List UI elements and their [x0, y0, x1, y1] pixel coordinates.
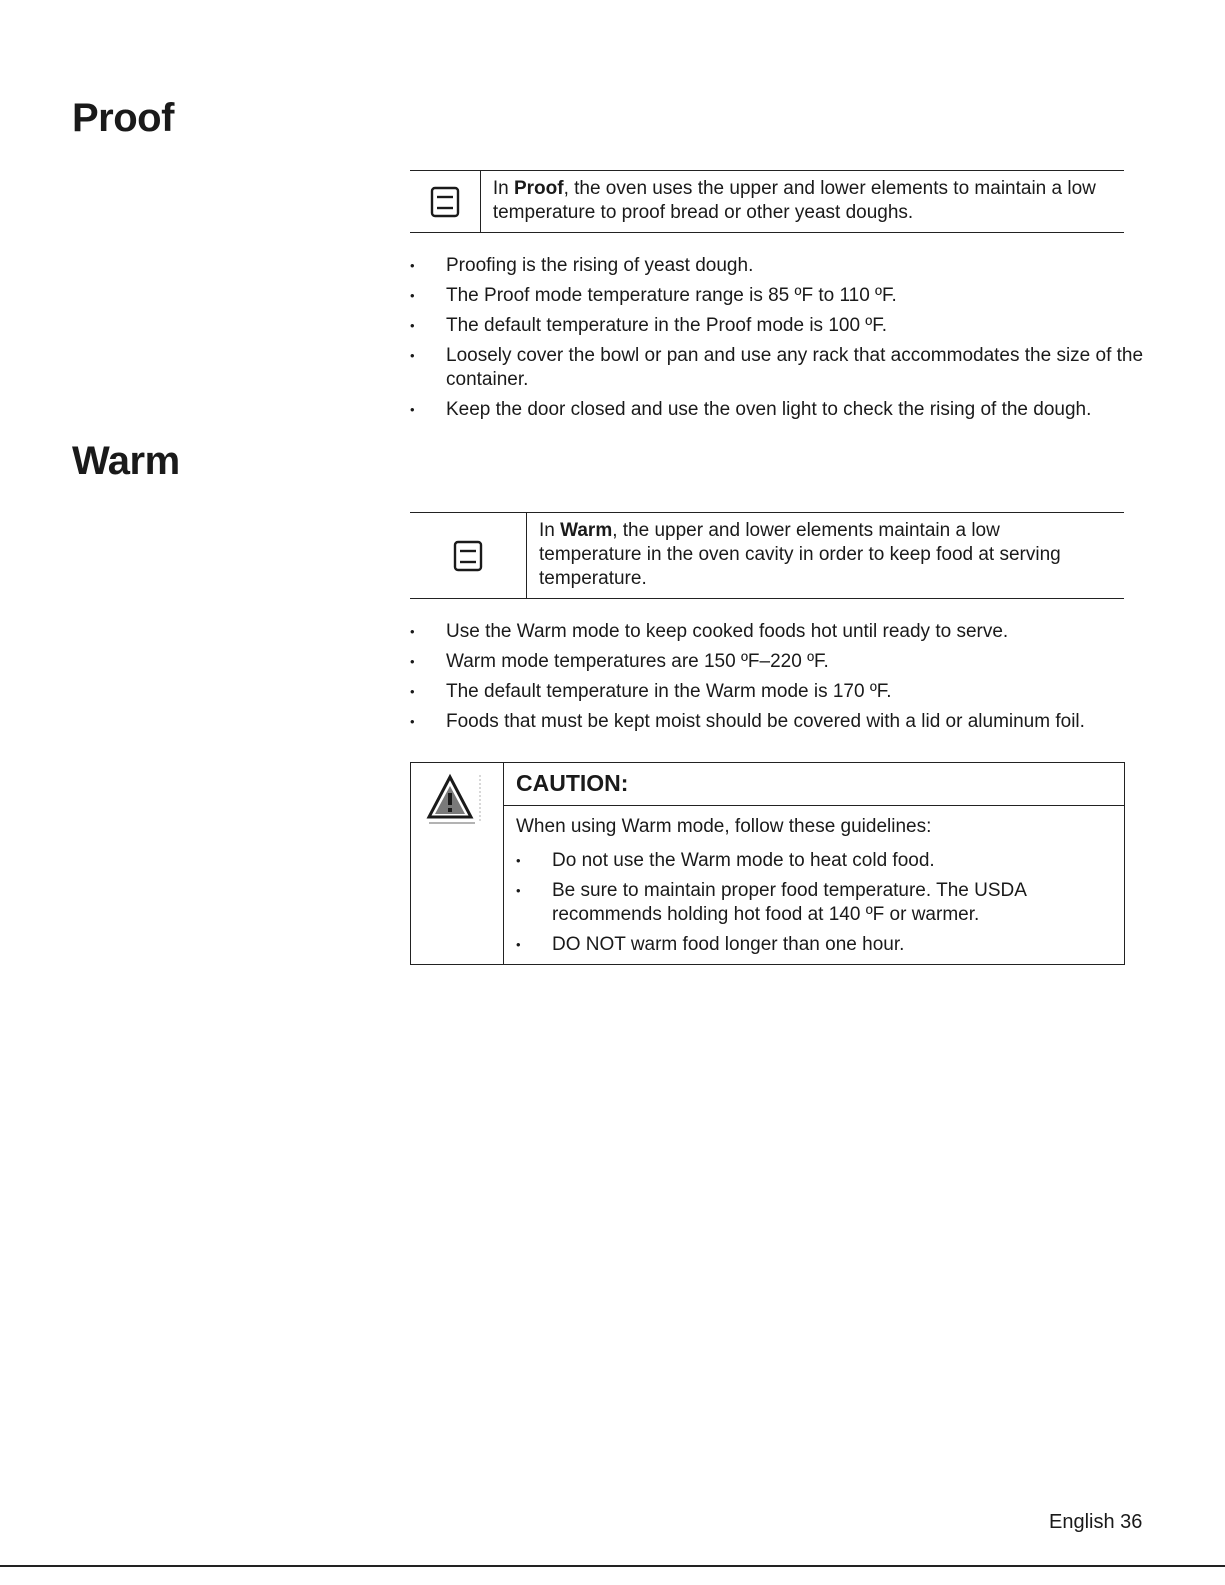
warm-heading: Warm [72, 439, 180, 483]
list-item: • Proofing is the rising of yeast dough. [410, 254, 1150, 278]
footer-divider [0, 1565, 1225, 1567]
list-item: • Foods that must be kept moist should be covered with a lid or aluminum foil. [410, 710, 1150, 734]
proof-heading: Proof [72, 96, 174, 140]
list-item: • DO NOT warm food longer than one hour. [516, 933, 1112, 957]
warm-mode-name: Warm [560, 520, 613, 541]
list-item: • The default temperature in the Proof mode is 100 ºF. [410, 314, 1150, 338]
list-item: • Use the Warm mode to keep cooked foods hot until ready to serve. [410, 620, 1150, 644]
warm-icon-cell [410, 513, 527, 598]
warning-triangle-icon [425, 773, 489, 829]
oven-upper-lower-element-icon [430, 186, 460, 218]
list-item: • The Proof mode temperature range is 85 ºF to 110 ºF. [410, 284, 1150, 308]
caution-body [504, 763, 1124, 964]
caution-box [410, 762, 1125, 965]
proof-icon-cell [410, 171, 481, 232]
proof-mode-name: Proof [513, 178, 564, 199]
warm-mode-box [410, 512, 1124, 599]
caution-intro: When using Warm mode, follow these guidelines: [516, 816, 932, 837]
list-item: • Be sure to maintain proper food temperature. The USDA recommends holding hot food at 140 ºF or warmer. [516, 879, 1052, 927]
caution-title: CAUTION: [504, 763, 1124, 806]
list-item: • The default temperature in the Warm mode is 170 ºF. [410, 680, 1150, 704]
caution-icon-cell [411, 763, 504, 964]
proof-description: In Proof, the oven uses the upper and lower elements to maintain a low temperature to proof bread or other yeast doughs. [492, 178, 1096, 223]
list-item: • Do not use the Warm mode to heat cold food. [516, 849, 1112, 873]
proof-mode-box [410, 170, 1124, 233]
list-item: • Keep the door closed and use the oven light to check the rising of the dough. [410, 398, 1150, 422]
warm-bullet-list [410, 620, 1150, 740]
list-item: • Loosely cover the bowl or pan and use any rack that accommodates the size of the container. [410, 344, 1146, 392]
warm-description: In Warm, the upper and lower elements maintain a low temperature in the oven cavity in order to keep food at serving temperature. [539, 520, 1061, 589]
proof-bullet-list [410, 254, 1150, 428]
oven-upper-lower-element-icon [453, 540, 483, 572]
list-item: • Warm mode temperatures are 150 ºF–220 ºF. [410, 650, 1150, 674]
page-number: English 36 [1049, 1511, 1143, 1533]
caution-list [504, 849, 1124, 963]
